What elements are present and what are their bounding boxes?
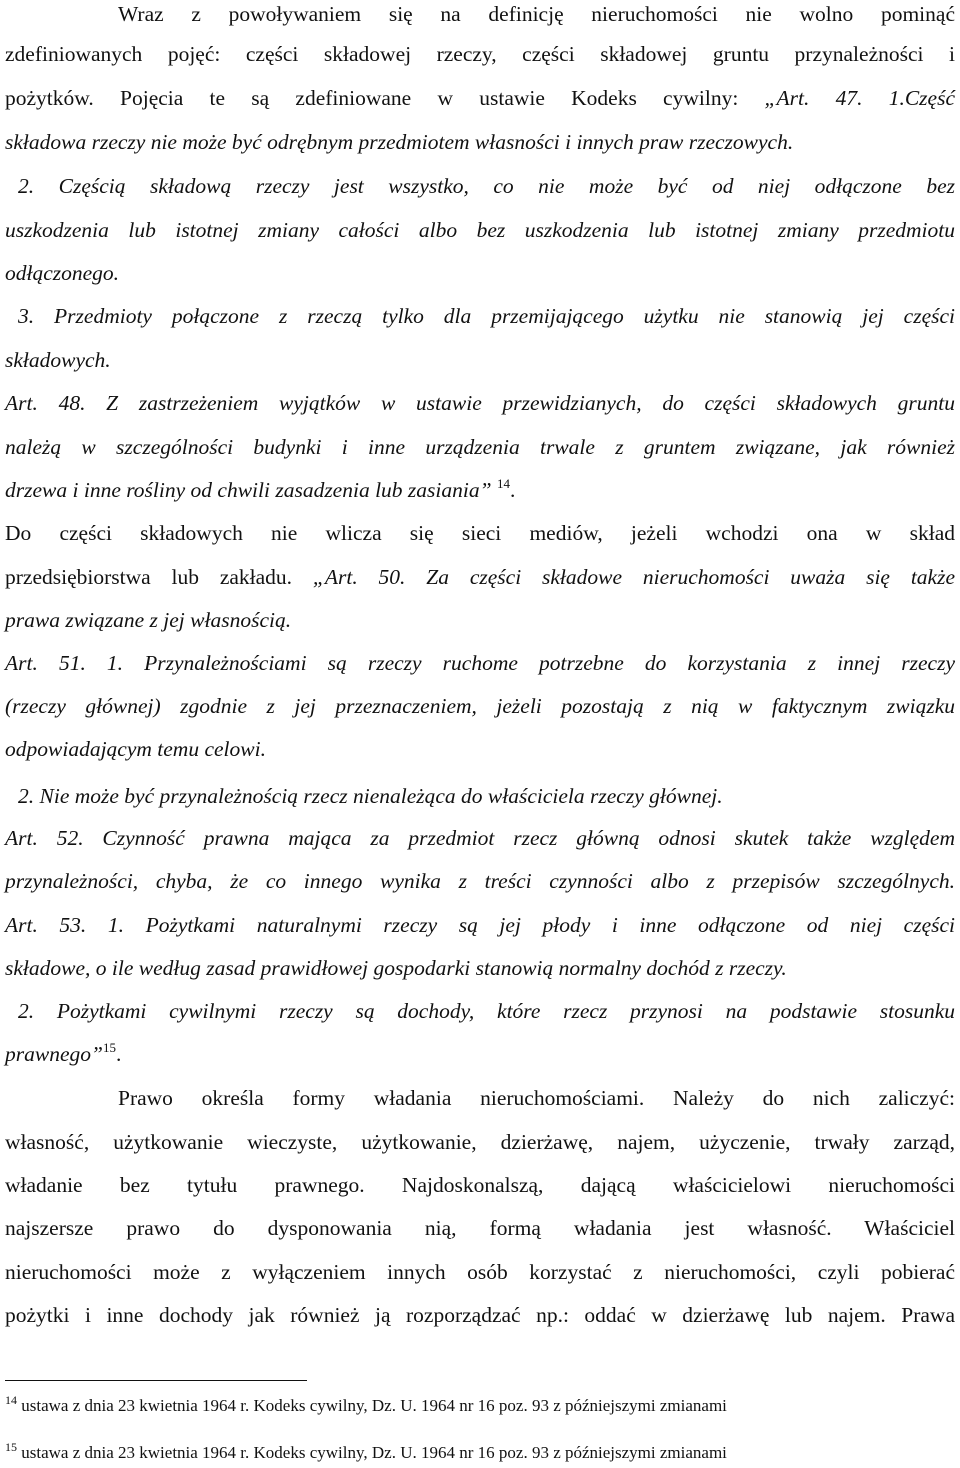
paragraph-line: Art. 48. Z zastrzeżeniem wyjątków w ustawie przewidzianych, do części składowych gruntu (5, 391, 955, 415)
text-span: . (509, 478, 516, 502)
paragraph-line: uszkodzenia lub istotnej zmiany całości albo bez uszkodzenia lub istotnej zmiany przedmiotu (5, 218, 955, 242)
paragraph-line (5, 476, 955, 504)
paragraph-line: władanie bez tytułu prawnego. Najdoskonalszą, dającą właścicielowi nieruchomości (5, 1173, 955, 1197)
paragraph-line: Art. 53. 1. Pożytkami naturalnymi rzeczy są jej płody i inne odłączone od niej części (5, 913, 955, 937)
footnote-text: ustawa z dnia 23 kwietnia 1964 r. Kodeks cywilny, Dz. U. 1964 nr 16 poz. 93 z późniejszymi zmianami (17, 1396, 727, 1415)
paragraph-line: odłączonego. (5, 261, 120, 285)
paragraph-line (5, 84, 955, 112)
text-span: prawnego” (5, 1042, 103, 1066)
paragraph-line (5, 563, 955, 591)
footnote-ref-14: 14 (496, 476, 510, 491)
quote-open-art50: „Art. 50. Za części składowe nieruchomości uważa się także (312, 565, 955, 589)
paragraph-line: 2. Częścią składową rzeczy jest wszystko, co nie może być od niej odłączone bez (18, 174, 955, 198)
text-span: pożytków. Pojęcia te są zdefiniowane w ustawie Kodeks cywilny: (5, 86, 765, 110)
text-span: przedsiębiorstwa lub zakładu. (5, 565, 313, 589)
paragraph-line: (rzeczy głównej) zgodnie z jej przeznaczeniem, jeżeli pozostają z nią w faktycznym związku (5, 694, 955, 718)
paragraph-line: 2. Pożytkami cywilnymi rzeczy są dochody, które rzecz przynosi na podstawie stosunku (18, 999, 955, 1023)
paragraph-line (5, 1040, 955, 1068)
paragraph-line: Prawo określa formy władania nieruchomościami. Należy do nich zaliczyć: (118, 1086, 955, 1110)
text-span: drzewa i inne rośliny od chwili zasadzenia lub zasiania” (5, 478, 492, 502)
paragraph-line: 3. Przedmioty połączone z rzeczą tylko dla przemijającego użytku nie stanowią jej części (18, 304, 955, 328)
footnote (5, 1395, 955, 1417)
paragraph-line: 2. Nie może być przynależnością rzecz nienależąca do właściciela rzeczy głównej. (18, 784, 723, 808)
paragraph-line: pożytki i inne dochody jak również ją rozporządzać np.: oddać w dzierżawę lub najem. Prawa (5, 1303, 955, 1327)
paragraph-line: składowa rzeczy nie może być odrębnym przedmiotem własności i innych praw rzeczowych. (5, 130, 794, 154)
paragraph-line: odpowiadającym temu celowi. (5, 737, 266, 761)
text-span: . (115, 1042, 122, 1066)
paragraph-line: najszersze prawo do dysponowania nią, formą władania jest własność. Właściciel (5, 1216, 955, 1240)
paragraph-line: zdefiniowanych pojęć: części składowej rzeczy, części składowej gruntu przynależności i (5, 42, 955, 66)
section-para-1: 1.Część (888, 86, 956, 110)
paragraph-line: składowe, o ile według zasad prawidłowej gospodarki stanowią normalny dochód z rzeczy. (5, 956, 787, 980)
quote-open-art47: „Art. 47. (764, 86, 863, 110)
paragraph-line: Art. 52. Czynność prawna mająca za przedmiot rzecz główną odnosi skutek także względem (5, 826, 955, 850)
footnote (5, 1442, 955, 1464)
footnote-text: ustawa z dnia 23 kwietnia 1964 r. Kodeks cywilny, Dz. U. 1964 nr 16 poz. 93 z późniejszymi zmianami (17, 1443, 727, 1462)
footnote-marker: 14 (5, 1393, 17, 1407)
paragraph-line: należą w szczególności budynki i inne urządzenia trwale z gruntem związane, jak również (5, 435, 955, 459)
paragraph-line: składowych. (5, 348, 111, 372)
paragraph-line: własność, użytkowanie wieczyste, użytkowanie, dzierżawę, najem, użyczenie, trwały zarząd, (5, 1130, 955, 1154)
paragraph-line: przynależności, chyba, że co innego wynika z treści czynności albo z przepisów szczególnych. (5, 869, 955, 893)
paragraph-line: prawa związane z jej własnością. (5, 608, 292, 632)
paragraph-line: nieruchomości może z wyłączeniem innych osób korzystać z nieruchomości, czyli pobierać (5, 1260, 955, 1284)
paragraph-line: Do części składowych nie wlicza się sieci mediów, jeżeli wchodzi ona w skład (5, 521, 955, 545)
footnote-ref-15: 15 (102, 1040, 116, 1055)
paragraph-line: Wraz z powoływaniem się na definicję nieruchomości nie wolno pominąć (118, 2, 955, 26)
paragraph-line: Art. 51. 1. Przynależnościami są rzeczy ruchome potrzebne do korzystania z innej rzeczy (5, 651, 955, 675)
footnote-marker: 15 (5, 1440, 17, 1454)
footnote-separator (5, 1380, 307, 1381)
